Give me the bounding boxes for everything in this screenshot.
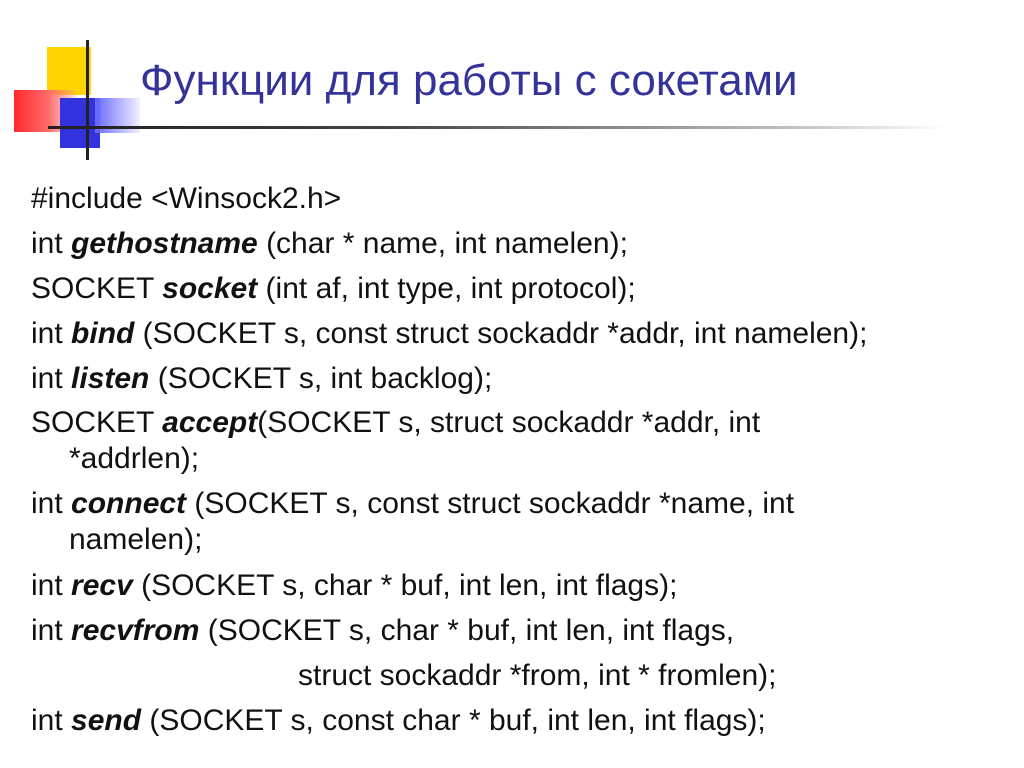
return-type: int <box>31 614 72 647</box>
return-type: int <box>31 487 72 520</box>
function-params: (int af, int type, int protocol); <box>257 272 636 305</box>
logo-yellow-square <box>47 47 91 95</box>
line-continuation: struct sockaddr *from, int * fromlen); <box>298 659 777 692</box>
line-continuation: namelen); <box>69 523 203 556</box>
function-params: (SOCKET s, const struct sockaddr *name, int <box>186 487 795 520</box>
function-name: send <box>71 704 142 737</box>
function-params: (SOCKET s, int backlog); <box>149 362 493 395</box>
title-underline <box>88 126 948 129</box>
logo-vertical-line <box>86 40 89 160</box>
code-line-connect <box>31 482 1001 563</box>
code-line-include <box>31 176 1001 221</box>
function-name: connect <box>71 487 187 520</box>
return-type: SOCKET <box>31 406 163 439</box>
code-line-send <box>31 698 1001 743</box>
logo-blue-square <box>60 98 100 148</box>
function-name: recvfrom <box>71 614 200 647</box>
function-params: (SOCKET s, char * buf, int len, int flags, <box>199 614 735 647</box>
function-params: (SOCKET s, struct sockaddr *addr, int <box>257 406 761 439</box>
function-params: (char * name, int namelen); <box>257 227 628 260</box>
code-line-accept <box>31 401 1001 482</box>
return-type: int <box>31 317 72 350</box>
line-continuation: *addrlen); <box>69 442 200 475</box>
return-type: int <box>31 704 72 737</box>
return-type: int <box>31 569 72 602</box>
function-name: recv <box>71 569 133 602</box>
slide-logo-decoration <box>0 0 150 170</box>
function-name: listen <box>71 362 150 395</box>
function-name: socket <box>162 272 258 305</box>
function-name: accept <box>162 406 258 439</box>
code-line-gethostname <box>31 221 1001 266</box>
code-line-recv <box>31 563 1001 608</box>
code-line-bind <box>31 311 1001 356</box>
slide-title: Функции для работы с сокетами <box>140 56 798 105</box>
return-type: int <box>31 227 72 260</box>
function-name: bind <box>71 317 135 350</box>
return-type: SOCKET <box>31 272 163 305</box>
function-params: (SOCKET s, char * buf, int len, int flags); <box>132 569 678 602</box>
code-line-listen <box>31 356 1001 401</box>
line-prefix: #include <Winsock2.h> <box>31 182 342 215</box>
code-line-socket <box>31 266 1001 311</box>
function-name: gethostname <box>71 227 258 260</box>
function-params: (SOCKET s, const char * buf, int len, int flags); <box>141 704 766 737</box>
code-listing <box>31 176 1001 743</box>
code-line-recvfrom <box>31 608 1001 698</box>
return-type: int <box>31 362 72 395</box>
function-params: (SOCKET s, const struct sockaddr *addr, int namelen); <box>134 317 868 350</box>
